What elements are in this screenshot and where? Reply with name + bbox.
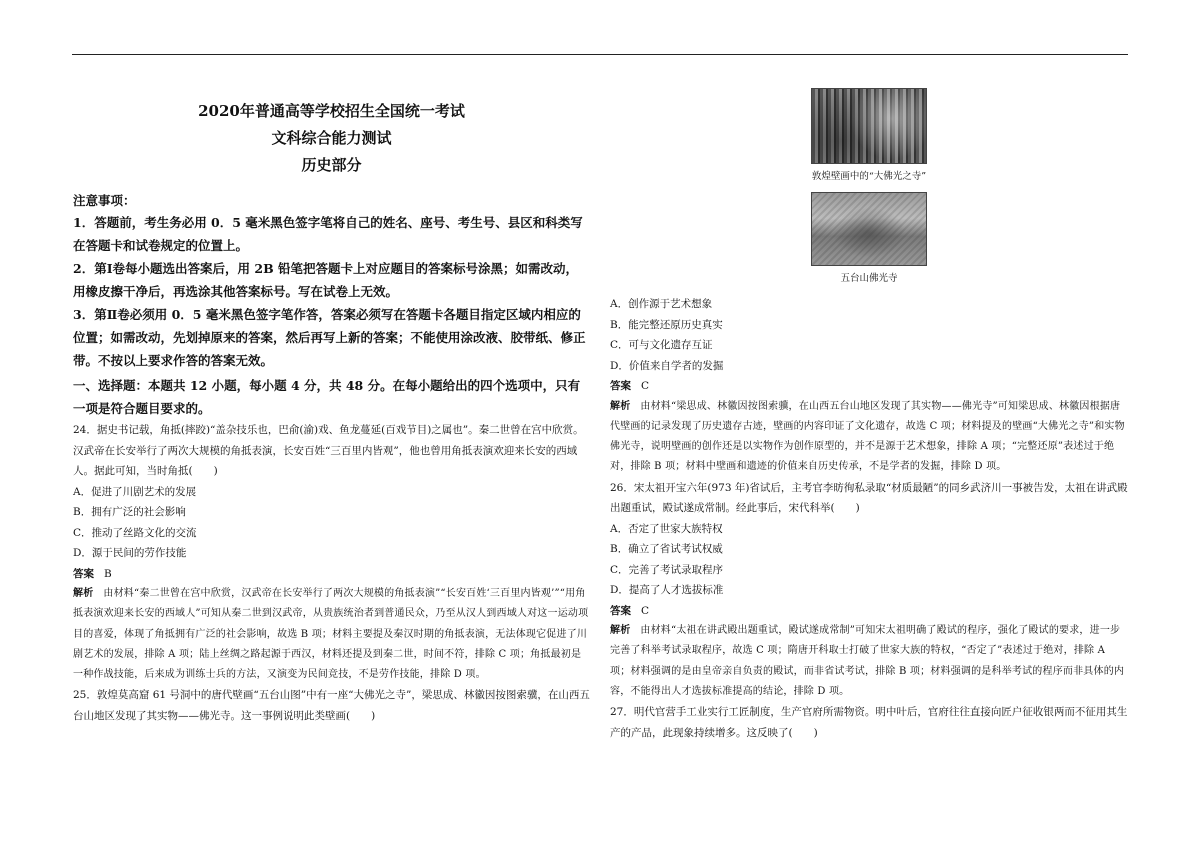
option: C．推动了丝路文化的交流	[73, 526, 197, 539]
option: D．价值来自学者的发掘	[610, 359, 724, 372]
exam-title: 2020年普通高等学校招生全国统一考试	[198, 102, 465, 120]
notice-heading: 注意事项：	[73, 193, 136, 208]
answer-label: 答案	[610, 380, 631, 392]
explanation-label: 解析	[610, 400, 631, 412]
explanation-label: 解析	[73, 588, 94, 599]
figure-foguang-temple	[610, 192, 1128, 288]
option: B．确立了省试考试权威	[610, 543, 723, 556]
option: B．能完整还原历史真实	[610, 318, 723, 331]
option: A．促进了川剧艺术的发展	[73, 485, 197, 498]
explanation	[73, 584, 590, 685]
notice-item: 2．第Ⅰ卷每小题选出答案后，用 2B 铅笔把答题卡上对应题目的答案标号涂黑；如需改动，用橡皮擦干净后，再选涂其他答案标号。写在试卷上无效。	[73, 261, 579, 299]
option: A．否定了世家大族特权	[610, 522, 723, 535]
answer-value: C	[641, 380, 650, 392]
question-25-stem-block	[73, 685, 590, 726]
option: D．提高了人才选拔标准	[610, 584, 724, 597]
notice-item: 3．第Ⅱ卷必须用 0．5 毫米黑色签字笔作答，答案必须写在答题卡各题目指定区域内相应的位置；如需改动，先划掉原来的答案，然后再写上新的答案；不能使用涂改液、胶带纸、修正带。不按以上要求作答的答案无效。	[73, 307, 586, 368]
explanation-label: 解析	[610, 625, 631, 637]
question-stem: 24．据史书记载，角抵(摔跤)“盖杂技乐也，巴俞(渝)戏、鱼龙蔓延(百戏节目)之属也”。秦二世曾在宫中欣赏。汉武帝在长安举行了两次大规模的角抵表演，长安百姓“三百里内皆观”，他也曾用角抵表演欢迎来长安的西域人。据此可知，当时角抵( )	[73, 424, 584, 477]
answer-label: 答案	[610, 604, 631, 617]
option: B．拥有广泛的社会影响	[73, 506, 186, 518]
answer-line	[610, 601, 1128, 622]
top-rule	[72, 54, 1128, 55]
answer-label: 答案	[73, 567, 94, 580]
question-25	[610, 294, 1128, 478]
figure-caption: 五台山佛光寺	[840, 273, 898, 284]
answer-value: C	[641, 604, 650, 617]
mural-image	[811, 88, 927, 164]
answer-line	[73, 564, 590, 585]
answer-value: B	[104, 567, 112, 580]
option: C．完善了考试录取程序	[610, 563, 724, 576]
temple-image	[811, 192, 927, 266]
explanation-text: 由材料“太祖在讲武殿出题重试，殿试遂成常制”可知宋太祖明确了殿试的程序，强化了殿试的要求，进一步完善了科举考试录取程序，故选 C 项；隋唐开科取士打破了世家大族的特权，“否定了”表述过于绝对，排除 A 项；材料强调的是由皇帝亲自负责的殿试，而非省试考试，排除 B 项；材料强调的是科举考试的程序而非具体的内容，不能得出人才选拔标准提高的结论，排除 D 项。	[610, 625, 1125, 698]
question-stem: 27．明代官营手工业实行工匠制度，生产官府所需物资。明中叶后，官府往往直接向匠户征收银两而不征用其生产的产品，此现象持续增多。这反映了( )	[610, 706, 1128, 739]
exam-part: 历史部分	[301, 156, 362, 174]
right-column	[610, 88, 1128, 743]
option: A．创作源于艺术想象	[610, 298, 713, 310]
question-26	[610, 478, 1128, 703]
option: D．源于民间的劳作技能	[73, 547, 187, 559]
answer-line	[610, 376, 1128, 397]
question-stem: 26．宋太祖开宝六年(973 年)省试后，主考官李昉徇私录取“材质最陋”的同乡武济川一事被告发，太祖在讲武殿出题重试，殿试遂成常制。经此事后，宋代科举( )	[610, 481, 1128, 515]
figure-caption: 敦煌壁画中的“大佛光之寺”	[811, 171, 927, 182]
explanation	[610, 397, 1128, 478]
notice-item: 1．答题前，考生务必用 0．5 毫米黑色签字笔将自己的姓名、座号、考生号、县区和科类写在答题卡和试卷规定的位置上。	[73, 215, 583, 253]
explanation-text: 由材料“秦二世曾在宫中欣赏，汉武帝在长安举行了两次大规模的角抵表演”“长安百姓‘三百里内皆观’”“用角抵表演欢迎来长安的西域人”可知从秦二世到汉武帝，从贵族统治者到普通民众，乃至从汉人到西域人对这一运动项目的喜爱，体现了角抵拥有广泛的社会影响，故选 B 项；材料主要提及秦汉时期的角抵表演，无法体现它促进了川剧艺术的发展，排除 A 项；陆上丝绸之路起源于西汉，材料还提及到秦二世，时间不符，排除 C 项；角抵最初是一种作战技能，后来成为训练士兵的方法，又演变为民间竞技，不是劳作技能，排除 D 项。	[73, 588, 589, 681]
question-24	[73, 420, 590, 685]
question-stem: 25．敦煌莫高窟 61 号洞中的唐代壁画“五台山图”中有一座“大佛光之寺”，梁思成、林徽因按图索骥，在山西五台山地区发现了其实物——佛光寺。这一事例说明此类壁画( )	[73, 689, 590, 722]
figure-dunhuang-mural	[610, 88, 1128, 186]
explanation	[610, 621, 1128, 702]
exam-subtitle: 文科综合能力测试	[271, 129, 392, 147]
left-column	[73, 90, 590, 726]
option: C．可与文化遗存互证	[610, 339, 713, 351]
explanation-text: 由材料“梁思成、林徽因按图索骥，在山西五台山地区发现了其实物——佛光寺”可知梁思成、林徽因根据唐代壁画的记录发现了历史遗存古迹，壁画的内容印证了文化遗存，故选 C 项；材料提及的壁画“大佛光之寺”和实物佛光寺，说明壁画的创作还是以实物作为创作原型的，并不是源于艺术想象，排除 A 项；“完整还原”表述过于绝对，排除 B 项；材料中壁画和遗迹的价值来自历史传承，不是学者的发掘，排除 D 项。	[610, 400, 1125, 473]
question-27	[610, 702, 1128, 743]
section-heading: 一、选择题：本题共 12 小题，每小题 4 分，共 48 分。在每小题给出的四个选项中，只有一项是符合题目要求的。	[73, 378, 581, 416]
